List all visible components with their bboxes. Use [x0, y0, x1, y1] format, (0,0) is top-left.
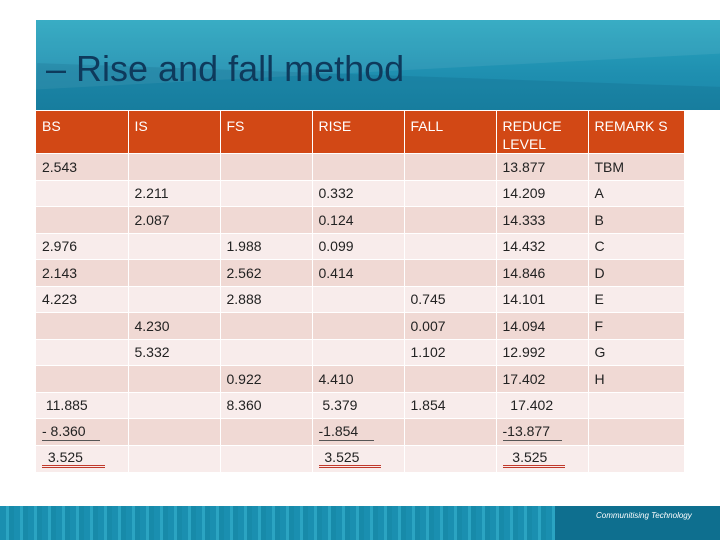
table-row	[36, 313, 684, 340]
table-cell: C	[588, 233, 684, 260]
table-cell	[312, 154, 404, 181]
rise-fall-table	[36, 111, 685, 472]
table-row	[36, 260, 684, 287]
table-cell	[36, 366, 128, 393]
table-cell: 2.211	[128, 180, 220, 207]
table-cell	[220, 313, 312, 340]
table-cell	[312, 445, 404, 472]
table-cell: 14.432	[496, 233, 588, 260]
underlined-value: -1.854	[319, 422, 375, 441]
table-cell: 1.988	[220, 233, 312, 260]
table-row-check	[36, 445, 684, 472]
header-is: IS	[128, 111, 220, 154]
table-cell	[128, 260, 220, 287]
table-cell: B	[588, 207, 684, 234]
table-cell	[36, 313, 128, 340]
table-cell	[404, 260, 496, 287]
double-underlined-value: 3.525	[42, 449, 105, 468]
table-cell: A	[588, 180, 684, 207]
table-cell: 2.543	[36, 154, 128, 181]
table-cell: E	[588, 286, 684, 313]
table-cell	[588, 445, 684, 472]
page-title: – Rise and fall method	[46, 48, 405, 89]
table-cell	[404, 233, 496, 260]
table-cell: 14.333	[496, 207, 588, 234]
table-cell: 2.562	[220, 260, 312, 287]
table-row-difference	[36, 419, 684, 446]
table-cell	[404, 366, 496, 393]
table-cell: 2.143	[36, 260, 128, 287]
table-cell: G	[588, 339, 684, 366]
table-row	[36, 366, 684, 393]
table-cell: H	[588, 366, 684, 393]
table-cell	[128, 392, 220, 419]
double-underlined-value: 3.525	[503, 449, 566, 468]
table-cell: 0.099	[312, 233, 404, 260]
table-cell: 13.877	[496, 154, 588, 181]
table-cell	[128, 154, 220, 181]
table-cell: 5.379	[312, 392, 404, 419]
table-cell	[312, 313, 404, 340]
table-cell: F	[588, 313, 684, 340]
table-cell	[312, 286, 404, 313]
table-cell: 2.087	[128, 207, 220, 234]
table-cell: 0.922	[220, 366, 312, 393]
table-cell: 2.976	[36, 233, 128, 260]
double-underlined-value: 3.525	[319, 449, 382, 468]
table-cell: 5.332	[128, 339, 220, 366]
table-cell: 14.101	[496, 286, 588, 313]
table-cell	[404, 419, 496, 446]
table-cell	[36, 339, 128, 366]
table-cell: 0.124	[312, 207, 404, 234]
table-cell: 4.223	[36, 286, 128, 313]
table-cell: 1.102	[404, 339, 496, 366]
table-cell	[404, 154, 496, 181]
table-cell	[588, 419, 684, 446]
table-row	[36, 339, 684, 366]
table-cell: 2.888	[220, 286, 312, 313]
table-cell	[36, 419, 128, 446]
table-cell: 17.402	[496, 366, 588, 393]
table-row-sum	[36, 392, 684, 419]
table-row	[36, 154, 684, 181]
table-cell	[496, 445, 588, 472]
header-reduce-level: REDUCE LEVEL	[496, 111, 588, 154]
table-cell	[128, 286, 220, 313]
table-header-row	[36, 111, 684, 154]
table-cell: 8.360	[220, 392, 312, 419]
table-cell	[128, 233, 220, 260]
header-fall: FALL	[404, 111, 496, 154]
footer-pattern	[0, 506, 560, 540]
header-rise: RISE	[312, 111, 404, 154]
table-cell: 11.885	[36, 392, 128, 419]
footer-tagline: Communitising Technology	[596, 511, 692, 520]
table-cell: 1.854	[404, 392, 496, 419]
table-cell	[36, 180, 128, 207]
table-cell: 0.745	[404, 286, 496, 313]
table-cell	[312, 419, 404, 446]
table-cell	[404, 445, 496, 472]
table-cell	[404, 207, 496, 234]
table-cell	[128, 445, 220, 472]
table-cell	[220, 180, 312, 207]
table-cell: 0.414	[312, 260, 404, 287]
table-cell: 17.402	[496, 392, 588, 419]
header-bs: BS	[36, 111, 128, 154]
table-cell	[220, 419, 312, 446]
table-row	[36, 286, 684, 313]
table-cell: 14.209	[496, 180, 588, 207]
table-cell: 0.007	[404, 313, 496, 340]
table-cell	[312, 339, 404, 366]
table-cell	[128, 419, 220, 446]
table-cell: 4.230	[128, 313, 220, 340]
header-fs: FS	[220, 111, 312, 154]
table-cell	[36, 207, 128, 234]
table-row	[36, 180, 684, 207]
table-cell	[496, 419, 588, 446]
underlined-value: - 8.360	[42, 422, 100, 441]
table-cell: 4.410	[312, 366, 404, 393]
table-cell: 14.094	[496, 313, 588, 340]
header-remarks: REMARK S	[588, 111, 684, 154]
table-cell	[220, 339, 312, 366]
table-cell: D	[588, 260, 684, 287]
table-row	[36, 207, 684, 234]
underlined-value: -13.877	[503, 422, 562, 441]
table-row	[36, 233, 684, 260]
table-body	[36, 154, 684, 472]
table-cell	[36, 445, 128, 472]
table-cell: 12.992	[496, 339, 588, 366]
table-cell	[404, 180, 496, 207]
table-cell	[220, 207, 312, 234]
table-cell: 14.846	[496, 260, 588, 287]
table-cell: 0.332	[312, 180, 404, 207]
table-cell	[220, 445, 312, 472]
table-cell	[128, 366, 220, 393]
table-cell	[220, 154, 312, 181]
table-cell: TBM	[588, 154, 684, 181]
table-cell	[588, 392, 684, 419]
